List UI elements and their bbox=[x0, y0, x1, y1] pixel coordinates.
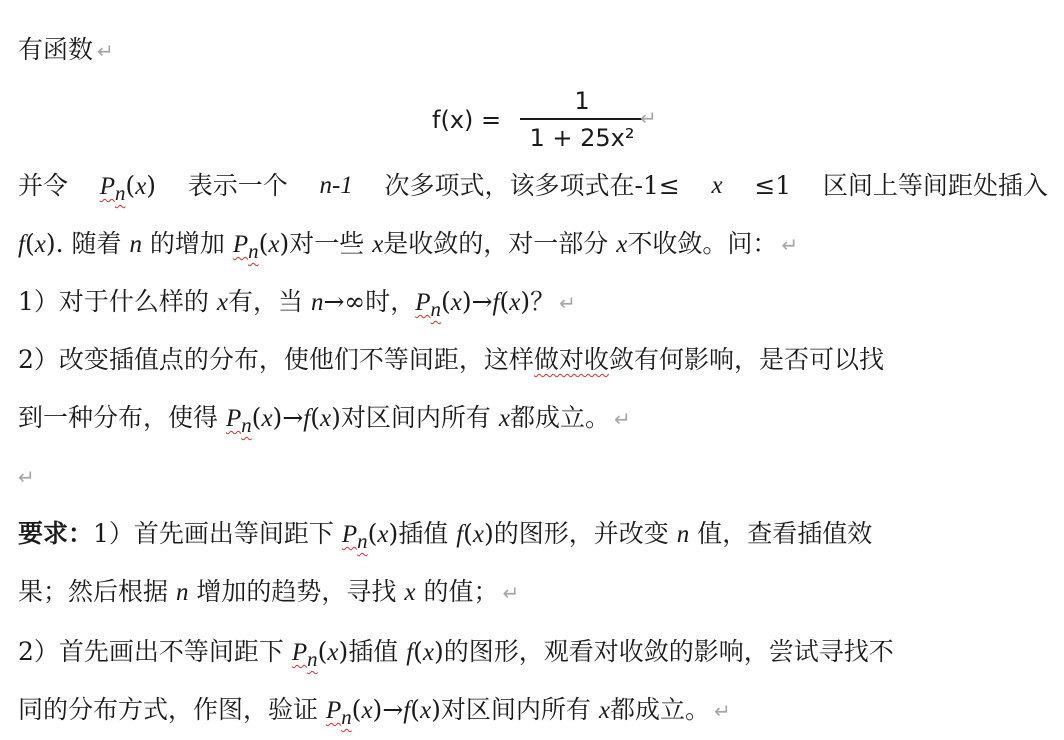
text-segment: 1）首先画出等间距下 bbox=[93, 519, 334, 548]
variable-x: x bbox=[598, 697, 610, 724]
variable-n: n bbox=[676, 521, 690, 548]
text-segment: 增加的趋势，寻找 bbox=[196, 577, 397, 606]
formula-denominator: 1 + 25x² bbox=[529, 124, 635, 152]
text-segment: 2）改变插值点的分布，使他们不等间距，这样 bbox=[18, 345, 534, 374]
variable-x: x bbox=[372, 231, 384, 258]
variable-x: x bbox=[616, 231, 628, 258]
text-segment: 并令 bbox=[18, 171, 69, 200]
text-segment: 插值 bbox=[348, 637, 399, 666]
formula-fraction bbox=[520, 84, 644, 154]
function-formula bbox=[432, 84, 672, 156]
paragraph-mark-icon: ↵ bbox=[502, 581, 520, 605]
text-segment: 1）对于什么样的 bbox=[18, 287, 209, 316]
text-segment: →∞时， bbox=[323, 287, 416, 316]
text-segment: 次多项式，该多项式在-1≤ bbox=[384, 171, 680, 200]
polynomial-symbol: $P_n(x)$ bbox=[225, 403, 283, 437]
function-symbol: f(x) bbox=[303, 403, 341, 432]
variable-n: n bbox=[310, 289, 324, 316]
requirement-line-1 bbox=[18, 514, 1048, 554]
statement-line-2 bbox=[18, 224, 1048, 264]
text-segment: 到一种分布，使得 bbox=[18, 403, 219, 432]
text-segment: 值，查看插值效 bbox=[697, 519, 873, 548]
text-segment: 插值 bbox=[398, 519, 449, 548]
statement-line-1 bbox=[18, 166, 1048, 206]
formula-lhs: f(x) = bbox=[432, 106, 502, 134]
paragraph-mark-icon: ↵ bbox=[640, 106, 657, 130]
polynomial-symbol: $P_n(x)$ bbox=[232, 229, 290, 263]
text-segment: 不收敛。问： bbox=[627, 229, 778, 258]
polynomial-symbol: $P_n(x)$ bbox=[415, 287, 472, 321]
text-segment: . 随着 bbox=[55, 229, 122, 258]
text-segment: ？ bbox=[530, 287, 556, 316]
function-symbol: f(x) bbox=[406, 637, 444, 666]
text-segment: 有，当 bbox=[227, 287, 303, 316]
text-segment: 都成立。 bbox=[609, 695, 710, 724]
text-segment: → bbox=[282, 403, 304, 432]
text-segment: ≤1 bbox=[754, 171, 792, 200]
intro-line bbox=[18, 30, 1048, 70]
text-segment: n-1 bbox=[319, 172, 353, 199]
paragraph-mark-icon: ↵ bbox=[713, 699, 731, 723]
text-segment: 的图形，并改变 bbox=[493, 519, 669, 548]
variable-n: n bbox=[175, 579, 189, 606]
text-segment: 对区间内所有 bbox=[440, 695, 591, 724]
question-1-line bbox=[18, 282, 1048, 322]
text-segment: 对区间内所有 bbox=[340, 403, 491, 432]
text-segment: 是收敛的，对一部分 bbox=[383, 229, 609, 258]
requirement-line-2 bbox=[18, 572, 1048, 612]
variable-x: x bbox=[711, 172, 723, 199]
function-symbol: f(x) bbox=[492, 287, 531, 316]
requirement-2-line-1 bbox=[18, 632, 1048, 672]
polynomial-symbol: $P_n(x)$ bbox=[341, 519, 399, 553]
text-segment: 表示一个 bbox=[187, 171, 288, 200]
polynomial-symbol: $P_n(x)$ bbox=[325, 695, 383, 729]
variable-x: x bbox=[498, 405, 510, 432]
empty-paragraph bbox=[18, 456, 1048, 496]
text-segment: → bbox=[471, 287, 493, 316]
paragraph-mark-icon: ↵ bbox=[97, 39, 114, 63]
requirement-2-line-2 bbox=[18, 690, 1048, 730]
polynomial-symbol: $P_n(x)$ bbox=[99, 171, 157, 205]
text-segment: 区间上等间距处插入 bbox=[822, 171, 1048, 200]
variable-x: x bbox=[216, 289, 228, 316]
question-2-line-1 bbox=[18, 340, 1048, 380]
text-segment: 对一些 bbox=[289, 229, 365, 258]
formula-numerator: 1 bbox=[574, 87, 590, 115]
spellcheck-text: 做对收 bbox=[533, 345, 609, 374]
paragraph-mark-icon: ↵ bbox=[613, 407, 631, 431]
intro-text: 有函数 bbox=[18, 35, 94, 64]
variable-x: x bbox=[404, 579, 416, 606]
paragraph-mark-icon: ↵ bbox=[781, 233, 799, 257]
function-symbol: f(x) bbox=[18, 229, 56, 258]
text-segment: 的值； bbox=[423, 577, 499, 606]
paragraph-mark-icon: ↵ bbox=[18, 465, 35, 489]
question-2-line-2 bbox=[18, 398, 1048, 438]
variable-n: n bbox=[129, 231, 142, 258]
text-segment: 同的分布方式，作图，验证 bbox=[18, 695, 319, 724]
text-segment: → bbox=[382, 695, 404, 724]
function-symbol: f(x) bbox=[403, 695, 441, 724]
text-segment: 都成立。 bbox=[509, 403, 610, 432]
text-segment: 的图形，观看对收敛的影响，尝试寻找不 bbox=[443, 637, 894, 666]
text-segment: 果；然后根据 bbox=[18, 577, 169, 606]
text-segment: 敛有何影响，是否可以找 bbox=[608, 345, 884, 374]
polynomial-symbol: $P_n(x)$ bbox=[291, 637, 349, 671]
paragraph-mark-icon: ↵ bbox=[559, 291, 576, 315]
requirement-label: 要求： bbox=[18, 519, 94, 548]
text-segment: 的增加 bbox=[149, 229, 225, 258]
text-segment: 2）首先画出不等间距下 bbox=[18, 637, 284, 666]
function-symbol: f(x) bbox=[456, 519, 494, 548]
